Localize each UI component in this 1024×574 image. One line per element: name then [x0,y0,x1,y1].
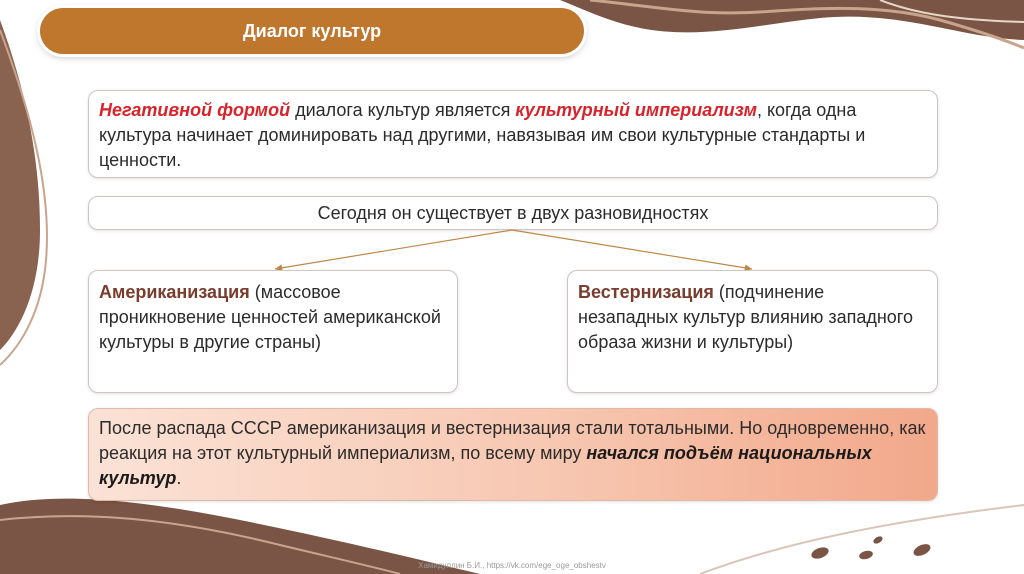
title-banner [40,8,584,54]
conclusion-end: . [176,468,182,488]
americanization-text: (массовое проникновение ценностей американской культуры в другие страны) [99,282,441,352]
conclusion-emphasis: начался подъём национальных культур [99,443,872,488]
americanization-term: Американизация [99,282,250,302]
conclusion-box [88,408,938,501]
westernization-box [567,270,938,393]
today-text: Сегодня он существует в двух разновидностях [317,203,709,223]
definition-term-cultural-imperialism: культурный империализм [515,100,757,120]
westernization-text: (подчинение незападных культур влиянию западного образа жизни и культуры) [578,282,913,352]
conclusion-text: После распада СССР американизация и вестернизация стали тотальными. Но одновременно, как реакция на этот культурный империализм, по всему миру [99,418,926,463]
definition-text-2: , когда одна культура начинает доминировать над другими, навязывая им свои культурные стандарты и ценности. [99,100,866,170]
footer-credit: Хамидуллин Б.И., https://vk.com/ege_oge_obshestv [418,561,606,570]
definition-term-negative-form: Негативной формой [99,100,291,120]
today-box [88,196,938,230]
decor-wave-left [0,20,40,350]
page-title: Диалог культур [242,20,382,41]
americanization-box [88,270,458,393]
coffee-beans-decor [810,535,932,561]
definition-box [88,90,938,178]
definition-text-1: диалога культур является [290,100,516,120]
westernization-term: Вестернизация [578,282,714,302]
